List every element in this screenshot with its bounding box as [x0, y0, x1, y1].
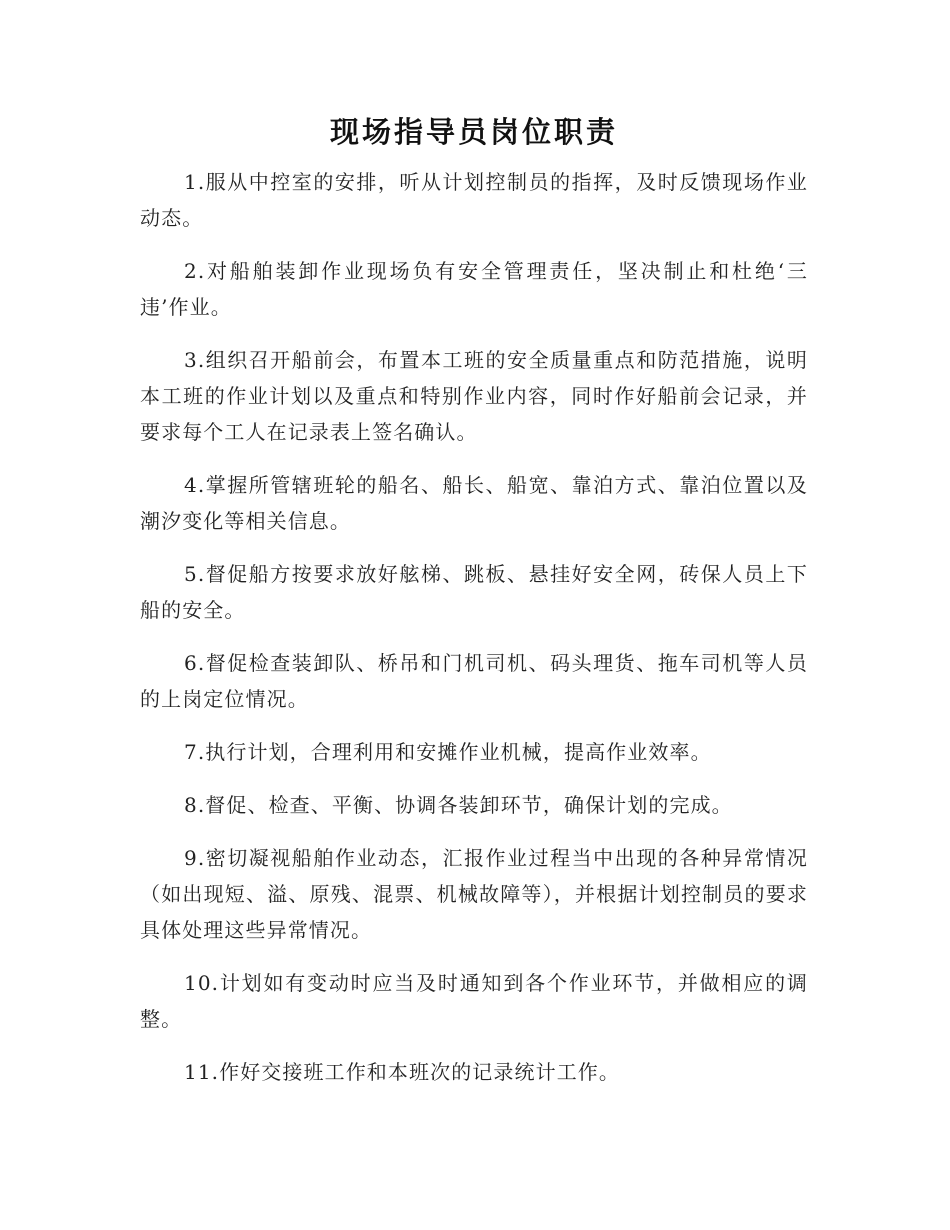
document-page [140, 108, 808, 1107]
duty-item-8: 8.督促、检查、平衡、协调各装卸环节，确保计划的完成。 [184, 793, 733, 817]
duty-item-3: 3.组织召开船前会，布置本工班的安全质量重点和防范措施，说明本工班的作业计划以及重点和特别作业内容，同时作好船前会记录，并要求每个工人在记录表上签名确认。 [140, 348, 808, 444]
duty-item-1: 1.服从中控室的安排，听从计划控制员的指挥，及时反馈现场作业动态。 [140, 170, 808, 230]
duty-list [140, 164, 808, 1090]
duty-item-2: 2.对船舶装卸作业现场负有安全管理责任，坚决制止和杜绝‘三违’作业。 [140, 259, 808, 319]
duty-item-6: 6.督促检查装卸队、桥吊和门机司机、码头理货、拖车司机等人员的上岗定位情况。 [140, 651, 808, 711]
duty-item-9: 9.密切凝视船舶作业动态，汇报作业过程当中出现的各种异常情况（如出现短、溢、原残、混票、机械故障等），并根据计划控制员的要求具体处理这些异常情况。 [140, 846, 808, 942]
duty-item-11: 11.作好交接班工作和本班次的记录统计工作。 [184, 1060, 621, 1084]
duty-item-7: 7.执行计划，合理利用和安摊作业机械，提高作业效率。 [184, 740, 712, 764]
duty-item-4: 4.掌握所管辖班轮的船名、船长、船宽、靠泊方式、靠泊位置以及潮汐变化等相关信息。 [140, 473, 808, 533]
duty-item-5: 5.督促船方按要求放好舷梯、跳板、悬挂好安全网，砖保人员上下船的安全。 [140, 562, 808, 622]
document-title: 现场指导员岗位职责 [329, 115, 618, 149]
duty-item-10: 10.计划如有变动时应当及时通知到各个作业环节，并做相应的调整。 [140, 971, 808, 1031]
